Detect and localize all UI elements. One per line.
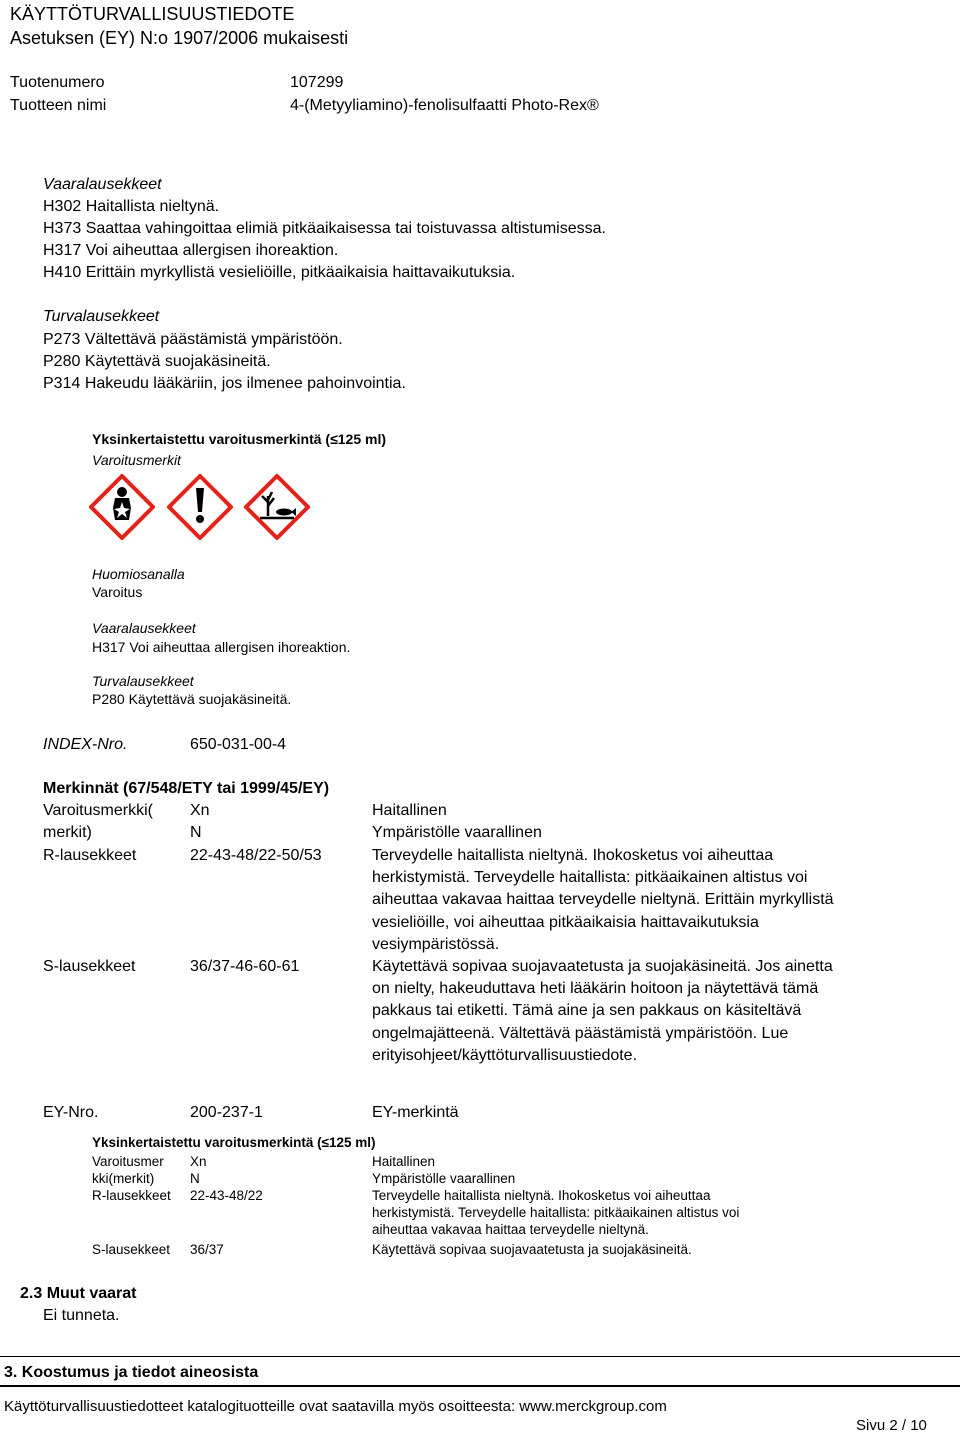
symbol-text: Ympäristölle vaarallinen: [372, 824, 542, 841]
symbol-text: Haitallinen: [372, 802, 447, 819]
product-number: 107299: [290, 74, 344, 91]
symbols-label: Varoitusmer: [92, 1154, 164, 1169]
signal-word-label: Huomiosanalla: [92, 566, 185, 582]
r-phrases-text: Terveydelle haitallista nieltynä. Ihokosketus voi aiheuttaa herkistymistä. Terveydelle haitallista: pitkäaikainen altistus voi aiheuttaa vakavaa haittaa terveydelle nieltynä.: [372, 1188, 740, 1237]
labelling-heading: Merkinnät (67/548/ETY tai 1999/45/EY): [43, 780, 330, 797]
precaution-line: P314 Hakeudu lääkäriin, jos ilmenee pahoinvointia.: [43, 375, 406, 392]
symbol-code: N: [190, 824, 202, 841]
hazard-line: H410 Erittäin myrkyllistä vesieliöille, pitkäaikaisia haittavaikutuksia.: [43, 264, 516, 281]
symbol-text: Ympäristölle vaarallinen: [372, 1171, 516, 1186]
product-name-label: Tuotteen nimi: [10, 97, 107, 114]
s-phrases-label: S-lausekkeet: [92, 1242, 171, 1257]
product-name: 4-(Metyyliamino)-fenolisulfaatti Photo-Rex®: [290, 97, 599, 114]
simplified-old-heading: Yksinkertaistettu varoitusmerkintä (≤125 ml): [92, 1135, 376, 1150]
hazard-line: H317 Voi aiheuttaa allergisen ihoreaktion.: [43, 242, 339, 259]
section-3-heading: 3. Koostumus ja tiedot aineosista: [4, 1364, 259, 1381]
s-phrases-text: Käytettävä sopivaa suojavaatetusta ja suojakäsineitä. Jos ainetta on nielty, hakeuduttava heti lääkärin hoitoon ja näytettävä tämä pakkaus tai etiketti. Tämä aine ja sen pakkaus on käsiteltävä ongelmajätteenä. Vältettävä päästämistä ympäristöön. Lue erityisohjeet/käyttöturvallisuustiedote.: [372, 958, 833, 1064]
ec-number-label: EY-Nro.: [43, 1104, 99, 1121]
symbols-label: merkit): [43, 824, 92, 841]
simplified-heading: Yksinkertaistettu varoitusmerkintä (≤125 ml): [92, 431, 387, 447]
simplified-hazard-heading: Vaaralausekkeet: [92, 620, 196, 636]
s-phrases-text: Käytettävä sopivaa suojavaatetusta ja suojakäsineitä.: [372, 1242, 692, 1257]
simplified-hazard-line: H317 Voi aiheuttaa allergisen ihoreaktion.: [92, 639, 351, 655]
r-phrases-code: 22-43-48/22-50/53: [190, 847, 322, 864]
exclamation-mark-icon: [167, 474, 233, 540]
index-value: 650-031-00-4: [190, 736, 287, 753]
hazard-heading: Vaaralausekkeet: [43, 176, 162, 193]
health-hazard-icon: [89, 474, 155, 540]
footer-divider: [0, 1385, 960, 1387]
precaution-heading: Turvalausekkeet: [43, 308, 160, 325]
symbols-label: Varoitusmerkki(: [43, 802, 153, 819]
symbol-code: Xn: [190, 1154, 207, 1169]
signal-word: Varoitus: [92, 584, 143, 600]
symbol-code: Xn: [190, 802, 210, 819]
simplified-precaution-line: P280 Käytettävä suojakäsineitä.: [92, 691, 292, 707]
other-hazards-heading: 2.3 Muut vaarat: [20, 1285, 137, 1302]
s-phrases-code: 36/37: [190, 1242, 224, 1257]
precaution-line: P280 Käytettävä suojakäsineitä.: [43, 353, 271, 370]
hazard-line: H373 Saattaa vahingoittaa elimiä pitkäaikaisessa tai toistuvassa altistumisessa.: [43, 220, 606, 237]
other-hazards-text: Ei tunneta.: [43, 1307, 120, 1324]
symbol-code: N: [190, 1171, 200, 1186]
pictograms-label: Varoitusmerkit: [92, 452, 181, 468]
s-phrases-code: 36/37-46-60-61: [190, 958, 300, 975]
section-divider: [0, 1356, 960, 1357]
r-phrases-text: Terveydelle haitallista nieltynä. Ihokosketus voi aiheuttaa herkistymistä. Terveydelle haitallista: pitkäaikainen altistus voi aiheuttaa vakavaa haittaa terveydelle nieltynä. Erittäin myrkyllistä vesieliöille, voi aiheuttaa pitkäaikaisia haittavaikutuksia vesiympäristössä.: [372, 847, 834, 953]
s-phrases-label: S-lausekkeet: [43, 958, 136, 975]
regulation-subtitle: Asetuksen (EY) N:o 1907/2006 mukaisesti: [10, 28, 349, 48]
ec-label: EY-merkintä: [372, 1104, 459, 1121]
ec-number: 200-237-1: [190, 1104, 263, 1121]
index-label: INDEX-Nro.: [43, 736, 128, 753]
hazard-line: H302 Haitallista nieltynä.: [43, 198, 220, 215]
r-phrases-label: R-lausekkeet: [92, 1188, 171, 1203]
footer-note: Käyttöturvallisuustiedotteet katalogituotteille ovat saatavilla myös osoitteesta: www.merckgroup.com: [4, 1398, 667, 1415]
environment-icon: [244, 474, 310, 540]
simplified-precaution-heading: Turvalausekkeet: [92, 673, 194, 689]
product-number-label: Tuotenumero: [10, 74, 105, 91]
r-phrases-code: 22-43-48/22: [190, 1188, 263, 1203]
r-phrases-label: R-lausekkeet: [43, 847, 137, 864]
symbols-label: kki(merkit): [92, 1171, 155, 1186]
precaution-line: P273 Vältettävä päästämistä ympäristöön.: [43, 331, 343, 348]
symbol-text: Haitallinen: [372, 1154, 436, 1169]
page-number: Sivu 2 / 10: [856, 1417, 927, 1434]
document-title: KÄYTTÖTURVALLISUUSTIEDOTE: [10, 4, 295, 24]
